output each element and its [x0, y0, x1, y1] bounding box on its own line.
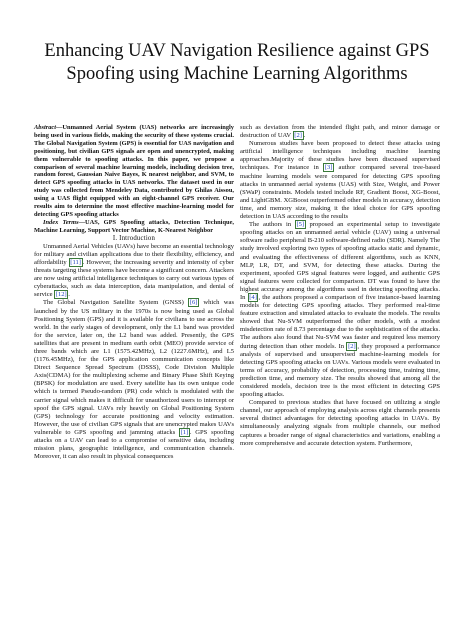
- abstract-lead: Abstract: [34, 124, 57, 131]
- paragraph-text: The authors in: [249, 221, 295, 229]
- paragraph-text: . However, the increasing severity and intensity of cyber threats targeting these systems have become a significant concern. Attackers are now using artificial intelligence techniques to carry out various types of cyberattacks, such as data interception, data manipulation, and denial of service: [34, 258, 234, 299]
- citation-link[interactable]: [11]: [70, 258, 81, 266]
- citation-link[interactable]: [5]: [296, 221, 305, 229]
- paragraph-text: .: [303, 132, 306, 140]
- paragraph-text: The Global Navigation Satellite System (GNSS): [43, 299, 189, 307]
- citation-link[interactable]: [1]: [180, 428, 189, 436]
- citation-link[interactable]: [2]: [348, 342, 356, 350]
- citation-link[interactable]: [12]: [55, 291, 67, 299]
- paragraph-text: proposed an experimental setup to investigate spoofing attacks on an unmanned aerial vehicle (UAV) using a universal software radio peripheral B-210 software-defined radio (SDR). Namely The study involved exploring two types of spoofing attacks static and dynamic, and evaluating the effectiveness of different algorithms, such as KNN, MLP, LR, DT, and SVM, for detecting these attacks. During the experiment, spoofed GPS signal features were logged, and authentic GPS signal features were collected for comparison. DT was found to have the highest accuracy among the algorithms used in detecting spoofing attacks. In: [240, 221, 440, 301]
- paragraph-text: . GPS spoofing attacks on a UAV can lead to a compromise of sensitive data, including mission plans, geographic intelligence, and communication channels. Moreover, it can also result in physical consequences: [34, 428, 234, 461]
- paragraph-text: , they proposed a performance analysis of supervised and unsupervised machine-learning models for detecting GPS spoofing attacks on UAVs. Various models were evaluated in terms of accuracy, probability of detection, processing time, training time, prediction time, and memory size. The results showed that among all the considered models, decision tree is the most efficient in detecting GPS spoofing attacks.: [240, 342, 440, 399]
- index-terms-text: —UAS, GPS Spoofing attacks, Detection Technique, Machine Learning, Support Vector Machine, K-Nearest Neighbor: [34, 218, 235, 234]
- citation-link[interactable]: [2]: [294, 132, 302, 140]
- paragraph-text: Unmanned Aerial Vehicles (UAVs) have become an essential technology for military and civilian applications due to their flexibility, efficiency, and affordability: [34, 242, 234, 266]
- intro-paragraph-2: [34, 299, 234, 461]
- citation-link[interactable]: [4]: [249, 293, 257, 301]
- paragraph-text: author compared several tree-based machine learning models were compared for detecting GPS spoofing attacks in unmanned aerial systems (UAS) with Size, Weight, and Power (SWaP) constraints. Models tested include RF, Gradient Boost, XG-Boost, and LightGBM. XGBoost outperformed other models in accuracy, detection time, and memory size, making it the ideal choice for GPS spoofing detection in UAS according to the results: [240, 164, 440, 221]
- paragraph-text: such as deviation from the intended flight path, and minor damage or destruction of UAV: [240, 124, 440, 140]
- paragraph-text: which was launched by the US military in the 1970s is now being used as Global Positioning System (GPS) and it is available for civilians to use across the world. In the early stages of development, only the L1 band was provided for the service, later on, the L2 band was added. Presently, the GPS satellites that are present in medium earth orbit (MEO) provide service of three bands which are L1 (1575.42MHz), L2 (1227.6MHz), and L5 (1176.45MHz), for the GPS application communication concepts like Direct Sequence Spread Spectrum (DSSS), Code Division Multiple Axis(CDMA) for the multiplexing scheme and Binary Phase Shift Keying (BPSK) for modulation are used. Every satellite has its own unique code which is termed Pseudo-random (PR) code which is modulated with the carrier signal which makes it difficult for unauthorized users to intercept or spoof the GPS signal. UAVs rely heavily on Global Positioning System (GPS) technology for accurate positioning and velocity estimation. However, the use of civilian GPS signals that are unencrypted makes UAVs vulnerable to GPS spoofing and jamming attacks: [34, 299, 234, 436]
- citation-link[interactable]: [6]: [189, 299, 198, 307]
- left-column: [34, 124, 234, 461]
- abstract: [34, 124, 234, 219]
- index-terms-lead: Index Terms: [43, 218, 79, 226]
- right-paragraph-3: [240, 221, 440, 399]
- paper-title: Enhancing UAV Navigation Resilience against GPS Spoofing using Machine Learning Algorithms: [44, 41, 430, 84]
- right-paragraph-2: [240, 140, 440, 221]
- index-terms: [34, 219, 234, 235]
- section-heading-introduction: I. Introduction: [112, 234, 156, 242]
- right-paragraph-4: Compared to previous studies that have focused on utilizing a single channel, our approach of employing analysis across eight channels presents several distinct advantages for detecting spoofing attacks in UAVs. By simultaneously analyzing signals from multiple channels, our method captures a broader range of signal characteristics and variations, enabling a more comprehensive and accurate detection system. Furthermore,: [240, 399, 440, 447]
- paragraph-text: , the authors proposed a comparison of five instance-based learning models for detecting GPS spoofing attacks. They performed real-time feature extraction and simulated attacks to evaluate the models. The results showed that Nu-SVM outperformed the other models, with a modest misdetection rate of 8.73 percentage due to the sophistication of the attacks. The authors also found that Nu-SVM was faster and required less memory during detection than other models. In: [240, 293, 441, 350]
- right-paragraph-1: [240, 124, 440, 140]
- abstract-text: —Unmanned Aerial System (UAS) networks are increasingly being used in various fields, making the security of these systems crucial. The Global Navigation System (GPS) is essential for UAS navigation and positioning, but civilian GPS signals are open and unencrypted, making them vulnerable to spoofing attacks. In this paper, we propose a comparison of several machine learning models, including decision tree, random forest, Gaussian Naive Bayes, K nearest neighbor, and SVM, to detect GPS spoofing attacks in UAS networks. The dataset used in our study was collected from Mendeley Data, contributed by Ghilas Aissou, using a UAS flight equipped with an eight-channel GPS receiver. Our results aim to determine the most effective machine-learning model for detecting GPS spoofing attacks: [34, 124, 234, 218]
- citation-link[interactable]: [3]: [324, 164, 333, 172]
- intro-paragraph-1: [34, 243, 234, 300]
- right-column: [240, 124, 440, 448]
- paragraph-text: .: [68, 291, 70, 299]
- paragraph-text: Numerous studies have been proposed to detect these attacks using artificial intelligence techniques including machine learning approaches.Majority of these studies have been discussed supervised techniques. For instance in: [240, 140, 440, 172]
